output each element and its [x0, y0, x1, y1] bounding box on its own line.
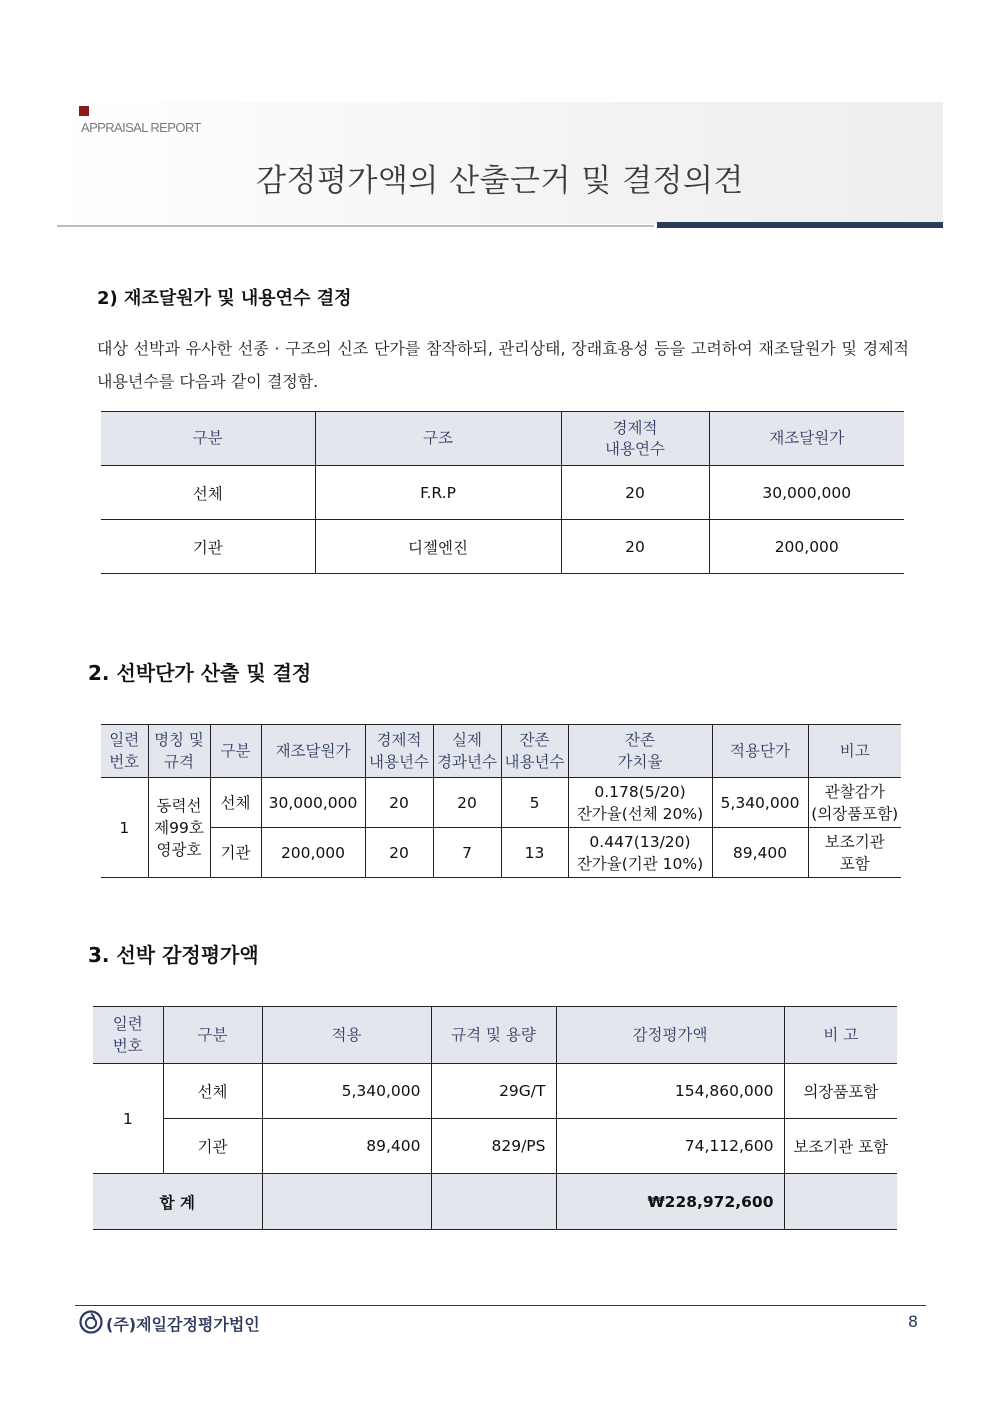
column-header: 일련 번호 — [93, 1007, 163, 1064]
table-cell: 89,400 — [712, 828, 808, 878]
column-header: 잔존 내용년수 — [501, 725, 568, 778]
column-header: 재조달원가 — [709, 412, 904, 466]
company-name: (주)제일감정평가법인 — [106, 1315, 260, 1334]
column-header: 적용 — [262, 1007, 431, 1064]
table-row — [101, 520, 904, 574]
column-header: 경제적 내용연수 — [561, 412, 709, 466]
footer-divider — [75, 1305, 926, 1306]
table-cell: 5,340,000 — [262, 1064, 431, 1119]
column-header: 구분 — [101, 412, 315, 466]
table-cell: 30,000,000 — [709, 466, 904, 520]
table-cell: 0.178(5/20) 잔가율(선체 20%) — [568, 778, 712, 828]
section-heading-appraisal: 3. 선박 감정평가액 — [88, 943, 259, 967]
column-header: 실제 경과년수 — [433, 725, 501, 778]
header-marker-square — [79, 106, 89, 116]
column-header: 비 고 — [784, 1007, 897, 1064]
table-cell: 89,400 — [262, 1119, 431, 1174]
table-cell: 29G/T — [431, 1064, 556, 1119]
serial-number-cell: 1 — [93, 1064, 163, 1174]
table-cell: 기관 — [163, 1119, 262, 1174]
table-row — [101, 828, 901, 878]
table-cell: 13 — [501, 828, 568, 878]
table-cell: 200,000 — [709, 520, 904, 574]
column-header: 명칭 및 규격 — [148, 725, 210, 778]
page-number: 8 — [907, 1312, 918, 1331]
column-header: 적용단가 — [712, 725, 808, 778]
table-cell: 의장품포함 — [784, 1064, 897, 1119]
table-row — [101, 466, 904, 520]
table-cell: 20 — [365, 778, 433, 828]
table-cell: 20 — [561, 466, 709, 520]
table-cell: 보조기관 포함 — [784, 1119, 897, 1174]
table-cell: 선체 — [163, 1064, 262, 1119]
column-header: 경제적 내용년수 — [365, 725, 433, 778]
table-cell: 보조기관 포함 — [808, 828, 901, 878]
vessel-name-cell: 동력선 제99호 영광호 — [148, 778, 210, 878]
table-cell: 선체 — [210, 778, 261, 828]
table-cell: 디젤엔진 — [315, 520, 561, 574]
column-header: 감정평가액 — [556, 1007, 784, 1064]
header-divider-accent — [657, 222, 943, 228]
table-cell: 선체 — [101, 466, 315, 520]
table-cell: 0.447(13/20) 잔가율(기관 10%) — [568, 828, 712, 878]
table-cell: 기관 — [101, 520, 315, 574]
section-heading-rebuild: 2) 재조달원가 및 내용연수 결정 — [97, 288, 352, 309]
table-cell: 74,112,600 — [556, 1119, 784, 1174]
page-title: 감정평가액의 산출근거 및 결정의견 — [256, 163, 744, 199]
table-row — [93, 1119, 897, 1174]
column-header: 비고 — [808, 725, 901, 778]
table-row — [93, 1064, 897, 1119]
column-header: 재조달원가 — [261, 725, 365, 778]
table-cell — [431, 1174, 556, 1230]
table-cell: 관찰감가 (의장품포함) — [808, 778, 901, 828]
column-header: 잔존 가치율 — [568, 725, 712, 778]
column-header: 일련 번호 — [101, 725, 148, 778]
section-heading-unit-price: 2. 선박단가 산출 및 결정 — [88, 661, 312, 685]
table-cell: 5,340,000 — [712, 778, 808, 828]
table-cell: F.R.P — [315, 466, 561, 520]
table-cell: 7 — [433, 828, 501, 878]
table-cell: 154,860,000 — [556, 1064, 784, 1119]
column-header: 구분 — [163, 1007, 262, 1064]
total-value: ₩228,972,600 — [556, 1174, 784, 1230]
table-cell: 기관 — [210, 828, 261, 878]
column-header: 규격 및 용량 — [431, 1007, 556, 1064]
total-row — [93, 1174, 897, 1230]
table-cell — [262, 1174, 431, 1230]
column-header: 구조 — [315, 412, 561, 466]
table-cell: 20 — [365, 828, 433, 878]
table-cell — [784, 1174, 897, 1230]
company-logo-icon — [79, 1310, 103, 1334]
table-cell: 200,000 — [261, 828, 365, 878]
rebuild-cost-table — [101, 411, 904, 574]
appraisal-table — [93, 1006, 897, 1230]
serial-number-cell: 1 — [101, 778, 148, 878]
table-cell: 829/PS — [431, 1119, 556, 1174]
header-divider — [57, 225, 654, 227]
total-label: 합 계 — [93, 1174, 262, 1230]
table-cell: 20 — [433, 778, 501, 828]
column-header: 구분 — [210, 725, 261, 778]
table-cell: 30,000,000 — [261, 778, 365, 828]
table-cell: 20 — [561, 520, 709, 574]
unit-price-table — [101, 724, 901, 878]
table-cell: 5 — [501, 778, 568, 828]
section-paragraph: 대상 선박과 유사한 선종 · 구조의 신조 단가를 참작하되, 관리상태, 장래효용성 등을 고려하여 재조달원가 및 경제적 내용년수를 다음과 같이 결정함. — [97, 339, 909, 391]
report-tag: APPRAISAL REPORT — [81, 120, 201, 135]
table-row — [101, 778, 901, 828]
